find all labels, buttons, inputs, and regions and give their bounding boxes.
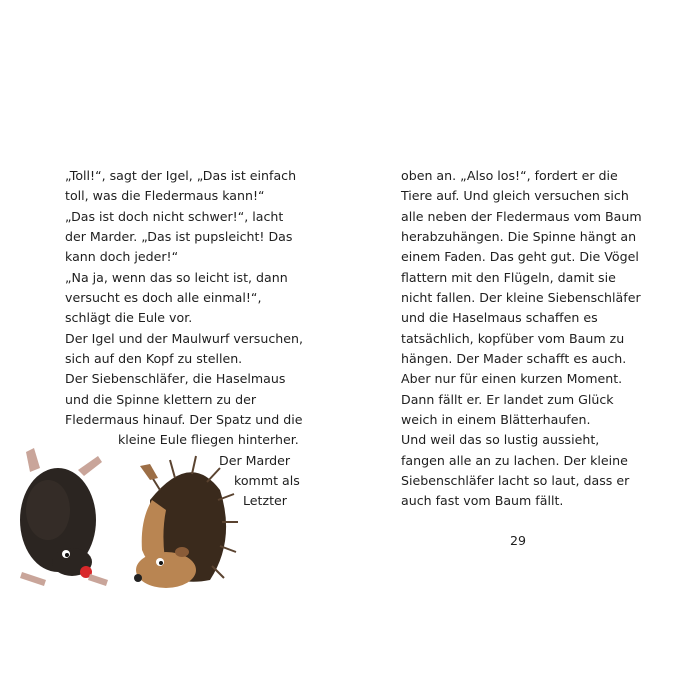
text-line: tatsächlich, kopfüber vom Baum zu xyxy=(401,331,625,346)
text-line: und die Spinne klettern zu der xyxy=(65,392,257,407)
text-line: Letzter xyxy=(243,493,287,508)
hedgehog-illustration xyxy=(134,456,238,588)
text-line: „Na ja, wenn das so leicht ist, dann xyxy=(65,270,288,285)
text-line: Fledermaus hinauf. Der Spatz und die xyxy=(65,412,303,427)
text-line: einem Faden. Das geht gut. Die Vögel xyxy=(401,249,639,264)
text-line: Dann fällt er. Er landet zum Glück xyxy=(401,392,614,407)
text-line: der Marder. „Das ist pupsleicht! Das xyxy=(65,229,293,244)
text-line: oben an. „Also los!“, fordert er die xyxy=(401,168,618,183)
text-line: Tiere auf. Und gleich versuchen sich xyxy=(401,188,629,203)
text-line: auch fast vom Baum fällt. xyxy=(401,493,564,508)
text-line: Siebenschläfer lacht so laut, dass er xyxy=(401,473,630,488)
text-line: Der Igel und der Maulwurf versuchen, xyxy=(65,331,303,346)
text-line: Und weil das so lustig aussieht, xyxy=(401,432,600,447)
text-line: hängen. Der Mader schafft es auch. xyxy=(401,351,627,366)
page-number: 29 xyxy=(509,533,527,548)
text-line: kann doch jeder!“ xyxy=(65,249,179,264)
text-line: herabzuhängen. Die Spinne hängt an xyxy=(401,229,637,244)
text-line: Aber nur für einen kurzen Moment. xyxy=(401,371,623,386)
text-line: fangen alle an zu lachen. Der kleine xyxy=(401,453,628,468)
text-line: alle neben der Fledermaus vom Baum xyxy=(401,209,642,224)
text-line: flattern mit den Flügeln, damit sie xyxy=(401,270,616,285)
text-line: „Das ist doch nicht schwer!“, lacht xyxy=(65,209,284,224)
text-line: versucht es doch alle einmal!“, xyxy=(65,290,262,305)
text-line: und die Haselmaus schaffen es xyxy=(401,310,598,325)
text-line: nicht fallen. Der kleine Siebenschläfer xyxy=(401,290,641,305)
text-line: toll, was die Fledermaus kann!“ xyxy=(65,188,265,203)
text-line: Der Siebenschläfer, die Haselmaus xyxy=(65,371,286,386)
mole-and-hedgehog-illustration xyxy=(0,430,270,600)
text-line: Der Marder xyxy=(219,453,291,468)
mole-illustration xyxy=(20,448,108,586)
text-line: kleine Eule fliegen hinterher. xyxy=(118,432,299,447)
text-line: sich auf den Kopf zu stellen. xyxy=(65,351,243,366)
text-line: „Toll!“, sagt der Igel, „Das ist einfach xyxy=(65,168,297,183)
text-line: weich in einem Blätterhaufen. xyxy=(401,412,591,427)
text-line: schlägt die Eule vor. xyxy=(65,310,193,325)
text-line: kommt als xyxy=(234,473,300,488)
